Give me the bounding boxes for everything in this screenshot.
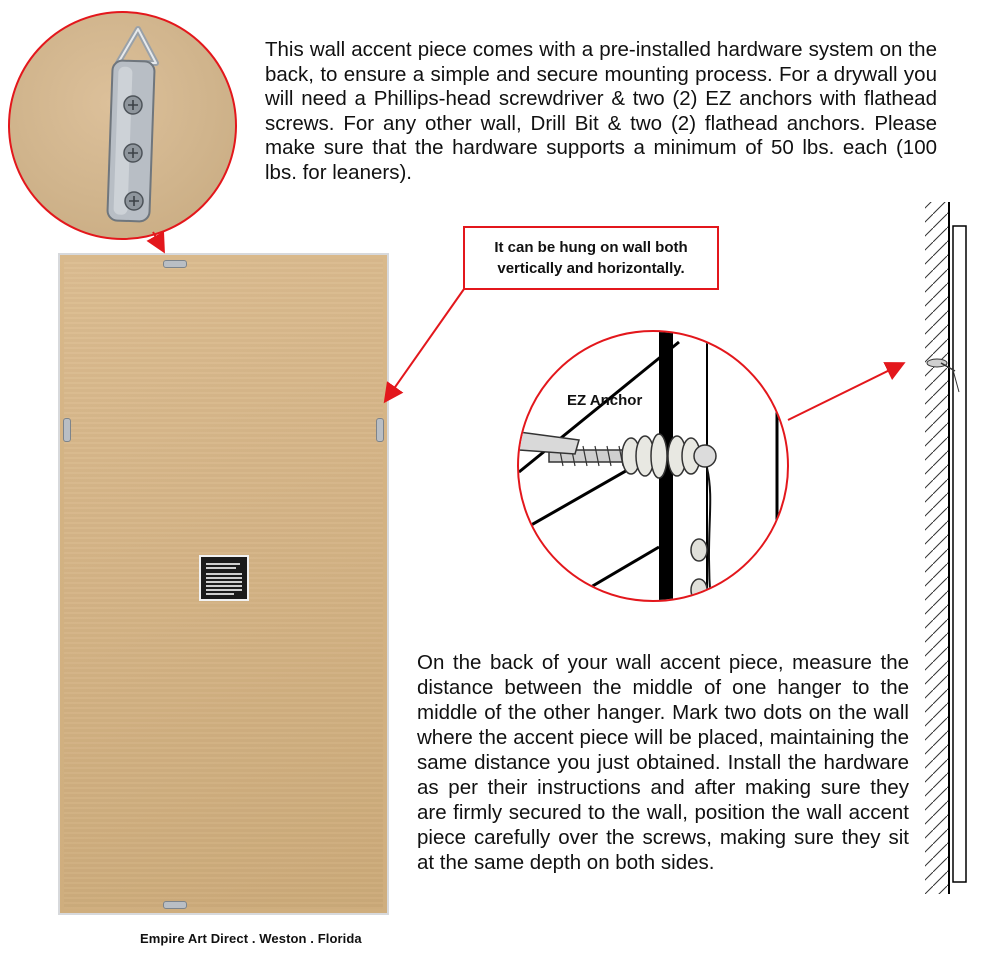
mounting-instructions: On the back of your wall accent piece, measure the distance between the middle of one hanger to the middle of the other hanger. Mark two dots on the wall where the accent piece will be placed, maintaining the same distance you just obtained. Install the hardware as per their instructions and after making sure they are firmly secured to the wall, position the wall accent piece carefully over the screws, making sure they sit at the same depth on both sides. [417, 651, 909, 874]
wall-section-icon [905, 200, 975, 900]
arrow-zoom-to-panel [153, 232, 163, 250]
intro-paragraph: This wall accent piece comes with a pre-installed hardware system on the back, to ensure a simple and secure mounting process. For a drywall you will need a Phillips-head screwdriver & two (2) EZ anchors with flathead screws. For any other wall, Drill Bit & two (2) flathead anchors. Please make sure that the hardware supports a minimum of 50 lbs. each (100 lbs. for leaners). [265, 38, 937, 184]
orientation-callout: It can be hung on wall both vertically and horizontally. [463, 226, 719, 290]
arrow-detail-to-wall [788, 364, 902, 420]
ez-anchor-icon [519, 332, 789, 602]
anchor-label: EZ Anchor [567, 392, 643, 409]
anchor-detail-circle [517, 330, 789, 602]
arrow-callout-to-hanger [386, 289, 464, 400]
company-footer: Empire Art Direct . Weston . Florida [140, 931, 362, 946]
